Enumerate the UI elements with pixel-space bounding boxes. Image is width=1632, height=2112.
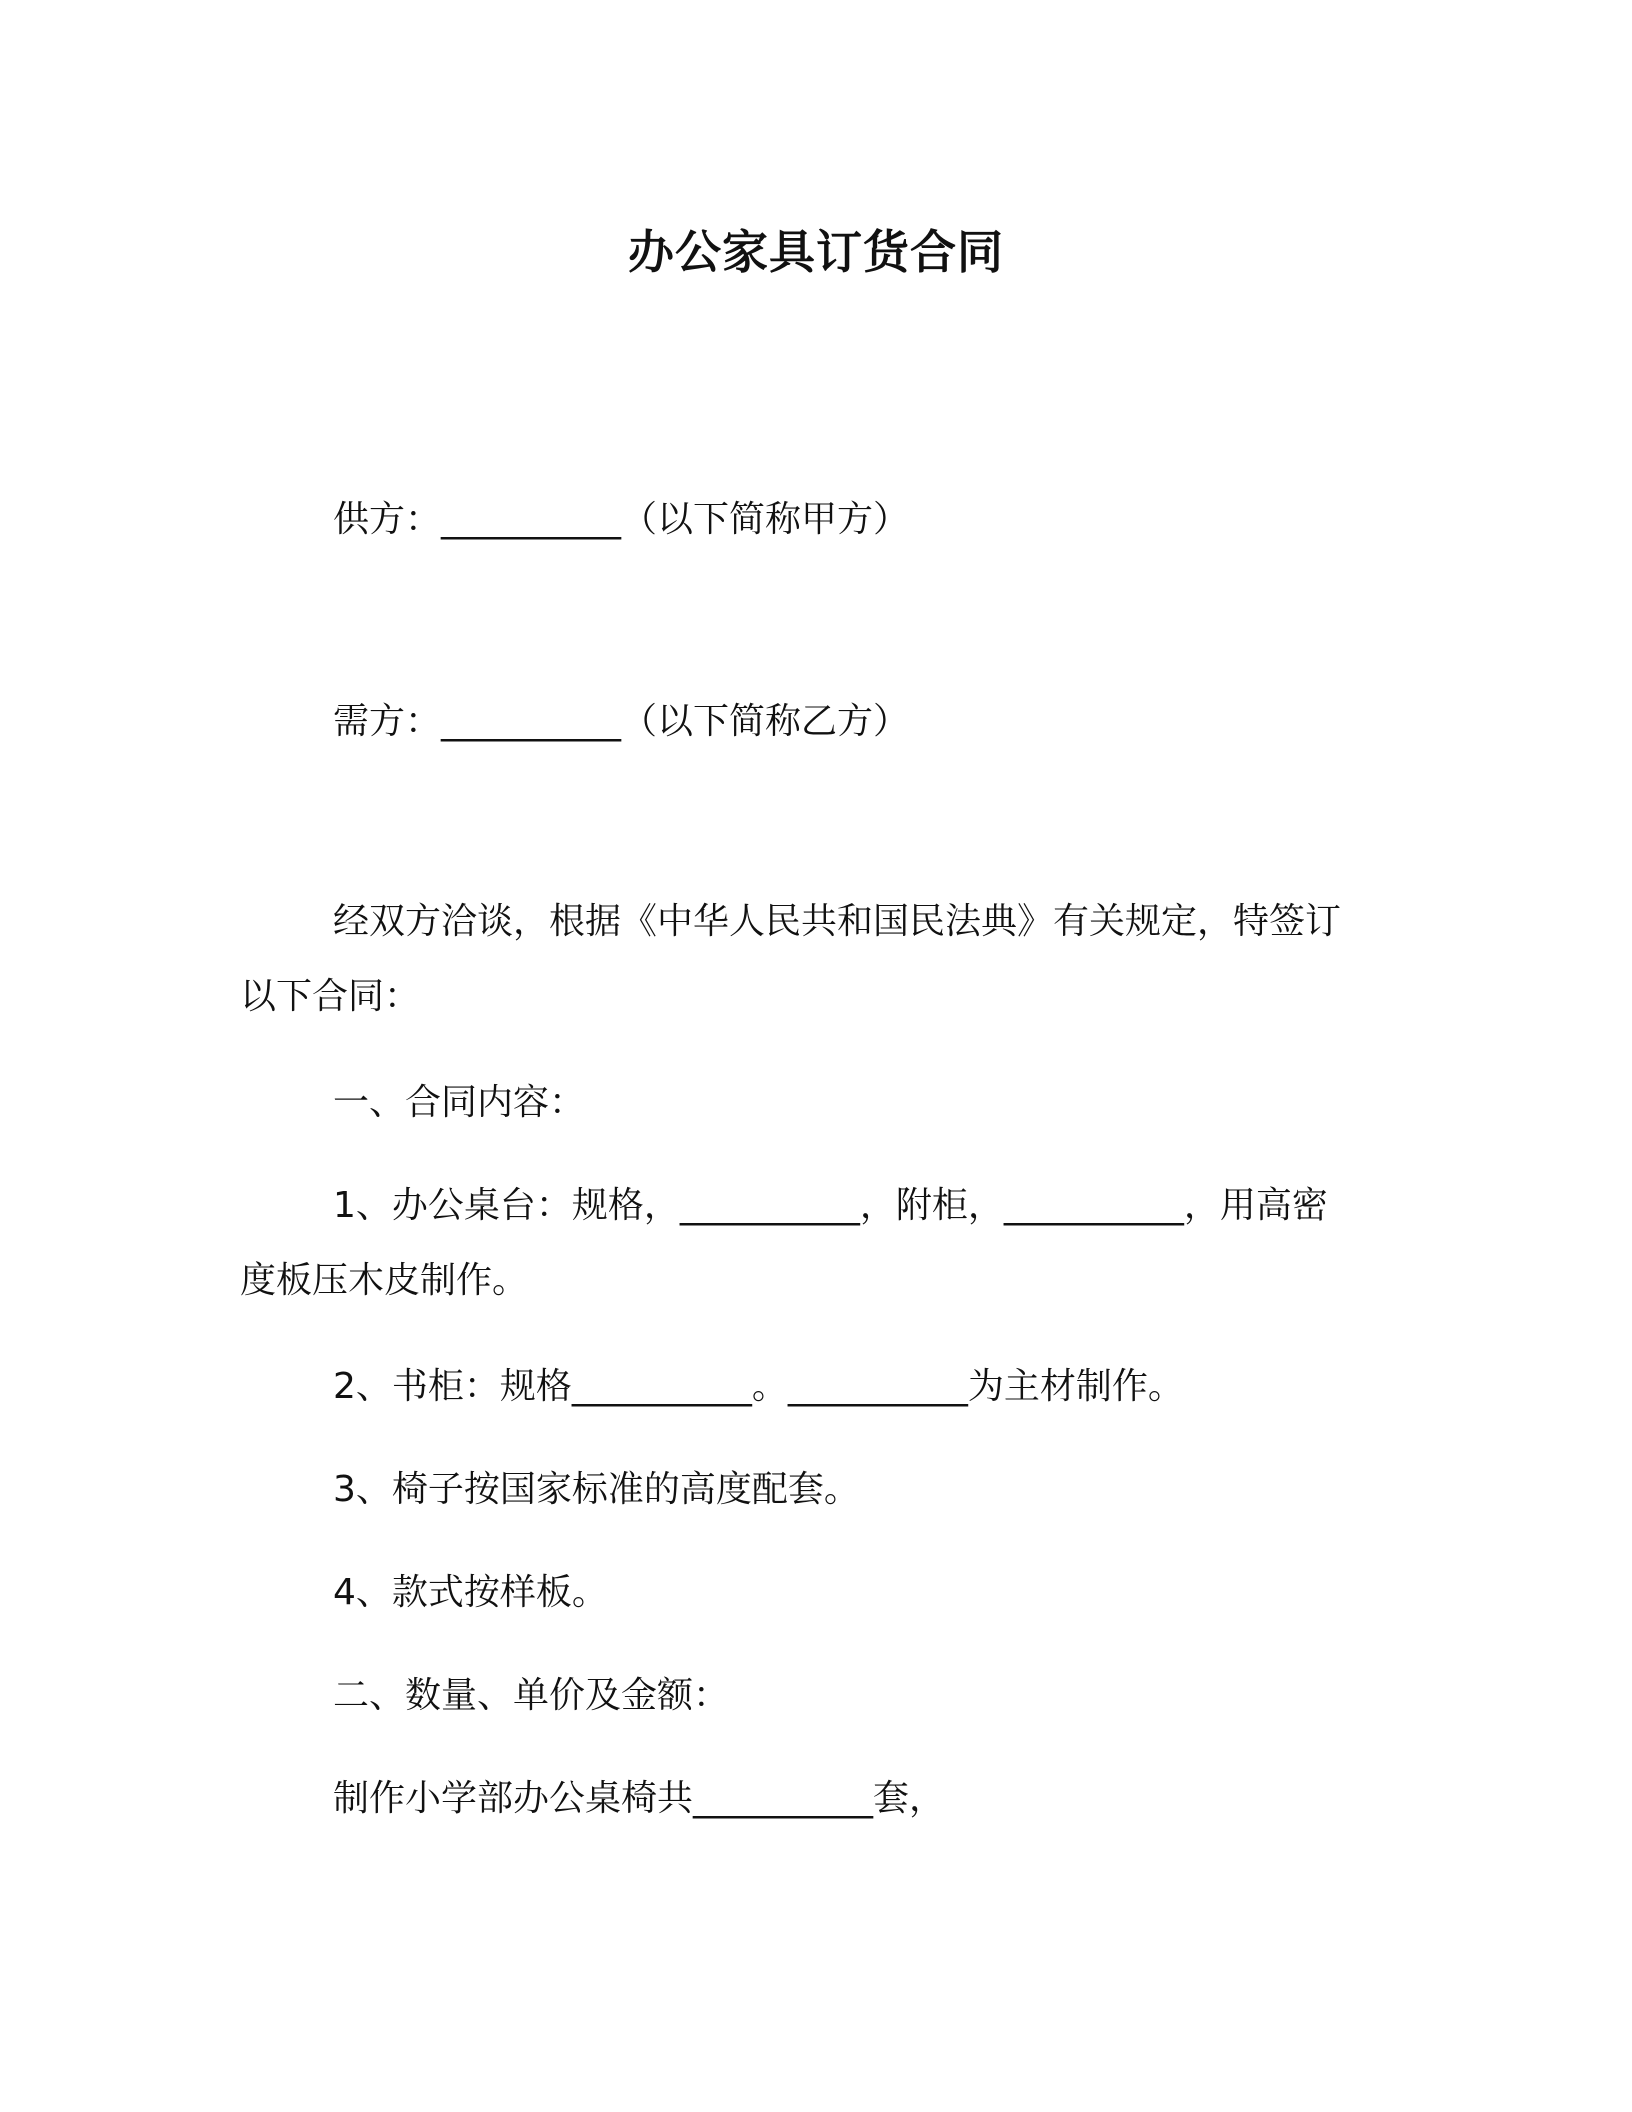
section-2-heading: 二、数量、单价及金额： (333, 1675, 730, 1716)
item-2-line: 2、书柜：规格__________。__________为主材制作。 (333, 1366, 1184, 1407)
preamble-line-2: 以下合同： (240, 976, 421, 1017)
preamble-line-1: 经双方洽谈，根据《中华人民共和国民法典》有关规定，特签订 (333, 901, 1342, 942)
supplier-line: 供方：__________（以下简称甲方） (333, 499, 910, 540)
section-1-heading: 一、合同内容： (333, 1082, 586, 1123)
item-1-line-1: 1、办公桌台：规格，__________，附柜，__________，用高密 (333, 1185, 1328, 1226)
item-4-line: 4、款式按样板。 (333, 1572, 608, 1613)
item-1-line-2: 度板压木皮制作。 (240, 1260, 529, 1301)
section-2-text: 制作小学部办公桌椅共__________套， (333, 1778, 946, 1819)
document-title: 办公家具订货合同 (628, 225, 1004, 279)
item-3-line: 3、椅子按国家标准的高度配套。 (333, 1469, 860, 1510)
buyer-line: 需方：__________（以下简称乙方） (333, 701, 910, 742)
